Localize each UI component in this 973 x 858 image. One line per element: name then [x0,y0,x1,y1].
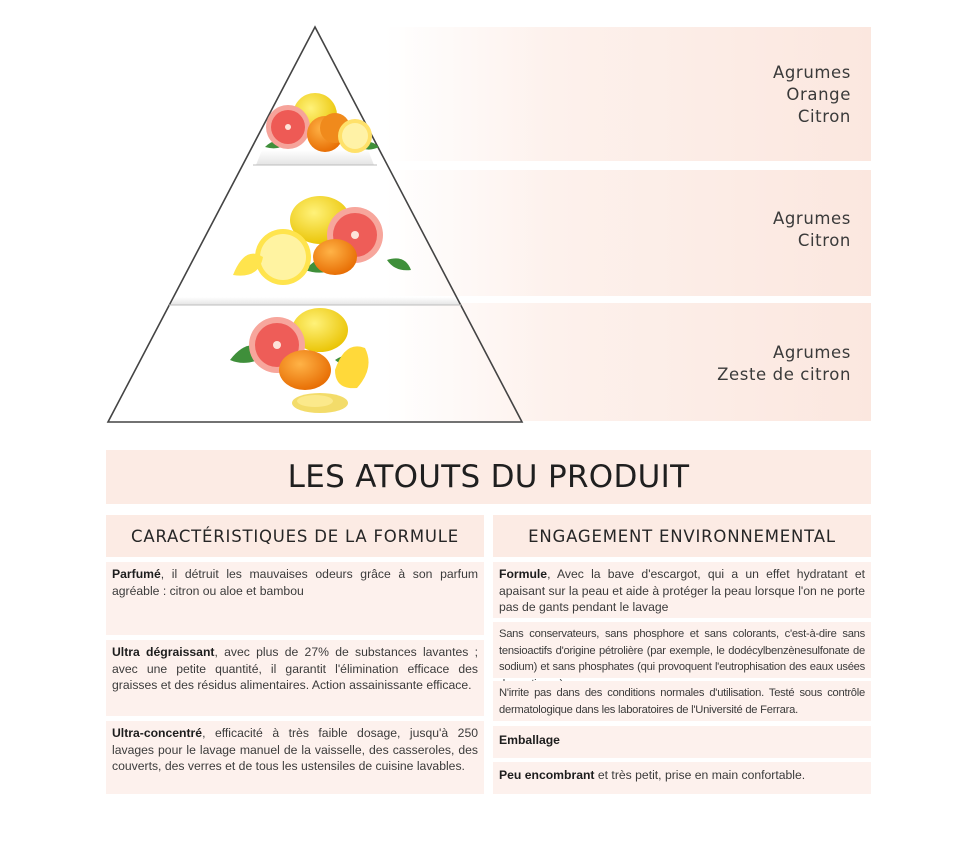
feature-text: , avec plus de 27% de substances lavantes ; avec une petite quantité, il garantit l'élimination efficace des graisses et des résidus alimentaires. Action assainissante efficace. [112,645,478,692]
env-block-emballage [493,726,871,758]
feature-bold: Ultra dégraissant [112,645,215,659]
env-block-encombrant [493,762,871,794]
formula-heading: CARACTÉRISTIQUES DE LA FORMULE [131,526,459,546]
top-note-2: Orange [786,85,851,104]
feature-block-degraissant [106,640,484,716]
env-text: Sans conservateurs, sans phosphore et sans colorants, c'est-à-dire sans tensioactifs d'origine pétrolière (par exemple, le dodécylbenzènesulfonate de sodium) et sans phosphates (qui provoquent l'eutrophisation des eaux usées [499,628,865,673]
env-text: , Avec la bave d'escargot, qui a un effet hydratant et apaisant sur la peau et aide à protéger la peau lorsque l'on ne porte pas de gants pendant le lavage [499,567,865,614]
feature-block-parfume [106,562,484,635]
atouts-title-banner [106,450,871,504]
env-bold: Emballage [499,733,560,747]
formula-heading-box [106,515,484,557]
env-block-sans-conservateurs [493,622,871,678]
top-note-3: Citron [797,107,851,126]
top-tier-fruits [265,93,379,153]
feature-block-concentre [106,721,484,794]
bottom-tier-fruits [230,308,369,413]
heart-notes-list [773,208,851,252]
feature-text: , efficacité à très faible dosage, jusqu'à 250 lavages pour le lavage manuel de la vaisselle, des casseroles, des couverts, des verres et de tous les ustensiles de cuisine lavables. [112,726,478,773]
env-block-irritation [493,681,871,721]
environment-heading-box [493,515,871,557]
env-bold: Formule [499,567,548,581]
base-note-2: Zeste de citron [717,365,851,384]
heart-note-2: Citron [797,231,851,250]
olfactory-pyramid [105,25,525,425]
env-text: N'irrite pas dans des conditions normales d'utilisation. Testé sous contrôle dermatologique dans les laboratoires de l'Université de Ferrara. [499,687,865,716]
base-note-1: Agrumes [772,343,851,362]
env-block-formule [493,562,871,618]
heart-note-1: Agrumes [772,209,851,228]
feature-bold: Parfumé [112,567,161,581]
tier-divider-bottom [170,297,460,305]
env-bold: Peu encombrant [499,768,595,782]
top-note-1: Agrumes [772,63,851,82]
middle-tier-fruits [233,196,411,285]
base-notes-list [717,342,851,386]
atouts-title: LES ATOUTS DU PRODUIT [287,459,690,495]
top-notes-list [773,62,851,128]
feature-bold: Ultra-concentré [112,726,203,740]
env-text: et très petit, prise en main confortable. [594,768,806,782]
environment-heading: ENGAGEMENT ENVIRONNEMENTAL [528,526,836,546]
feature-text: , il détruit les mauvaises odeurs grâce à son parfum agréable : citron ou aloe et bambou [112,567,478,598]
